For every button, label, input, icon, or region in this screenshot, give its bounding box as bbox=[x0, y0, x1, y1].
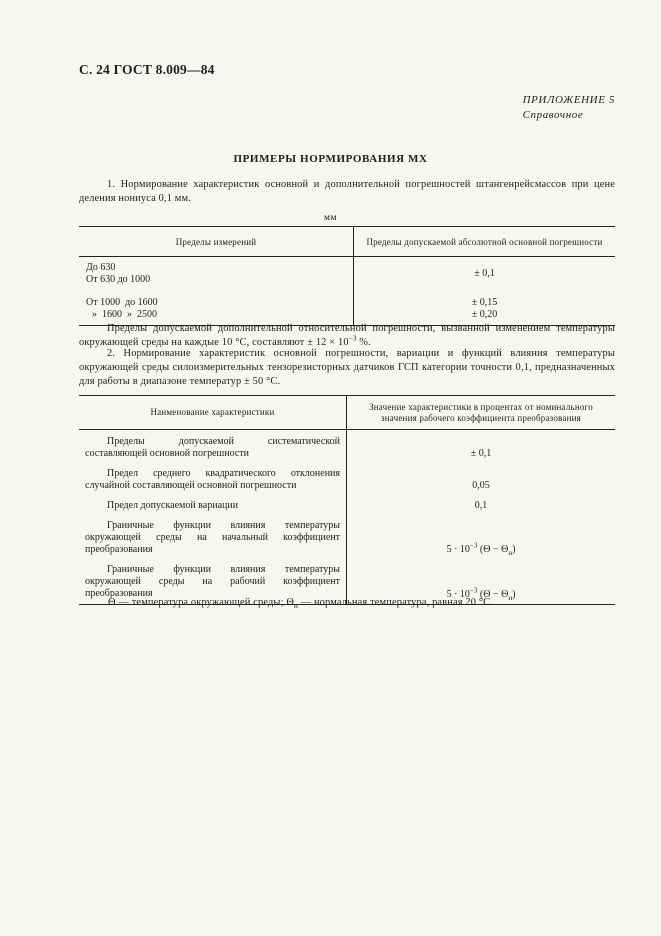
table2-name-cell: Предел допускаемой вариации bbox=[107, 500, 239, 511]
paragraph-1: 1. Нормирование характеристик основной и дополнительной погрешностей штангенрейсмассов при цене деления нониуса 0,1 мм. bbox=[79, 179, 615, 204]
footnote-text-2: — нормальная температура, равная 20 °С. bbox=[297, 597, 493, 608]
table-1 bbox=[79, 226, 615, 326]
appendix-label bbox=[523, 93, 615, 123]
footnote-theta: Θ bbox=[108, 597, 116, 608]
value-base: 5 · 10 bbox=[446, 544, 470, 555]
table1-header-row bbox=[79, 227, 615, 257]
value-exponent: −3 bbox=[469, 541, 478, 550]
footnote-subscript: н bbox=[294, 602, 298, 611]
range-line: » 1600 » 2500 bbox=[92, 309, 157, 320]
paragraph-3: 2. Нормирование характеристик основной погрешности, вариации и функций влияния температуры окружающей среды силоизмерительных тензорезисторных датчиков ГСП категории точности 0,1, предназначенных для работы в диапазоне температур ± 50 °С. bbox=[79, 348, 615, 387]
range-line: До 630 bbox=[86, 261, 116, 273]
value-line: ± 0,15 bbox=[471, 296, 498, 308]
table2-header-row bbox=[79, 396, 615, 430]
value-line: ± 0,20 bbox=[471, 309, 498, 320]
table-row bbox=[79, 515, 615, 559]
table2-name-cell: Граничные функции влияния температуры окружающей среды на начальный коэффициент преобразования bbox=[85, 520, 340, 555]
paragraph-2-exponent: −3 bbox=[348, 334, 357, 343]
footnote bbox=[108, 597, 493, 611]
appendix-number: ПРИЛОЖЕНИЕ 5 bbox=[522, 94, 615, 106]
table2-col2-header: Значение характеристики в процентах от номинального значения рабочего коэффициента преобразования bbox=[347, 396, 616, 430]
value-line: ± 0,1 bbox=[474, 267, 495, 279]
section-title: ПРИМЕРЫ НОРМИРОВАНИЯ МХ bbox=[233, 153, 428, 165]
table-row bbox=[79, 463, 615, 495]
value-close: ) bbox=[512, 589, 516, 600]
value-subscript: н bbox=[508, 549, 513, 557]
table2-value-cell bbox=[347, 515, 616, 559]
table-row bbox=[79, 257, 615, 292]
value-close: ) bbox=[512, 544, 516, 555]
range-line: От 630 до 1000 bbox=[86, 274, 151, 285]
paragraph-2 bbox=[79, 322, 615, 350]
table1-values-cell bbox=[354, 257, 616, 292]
page-header: С. 24 ГОСТ 8.009—84 bbox=[79, 62, 215, 77]
table2-name-cell: Граничные функции влияния температуры окружающей среды на рабочий коэффициент преобразования bbox=[85, 564, 340, 599]
paragraph-2-end: %. bbox=[356, 337, 371, 348]
appendix-kind: Справочное bbox=[522, 109, 584, 121]
table2-value-cell: 0,05 bbox=[347, 463, 616, 495]
table-row bbox=[79, 495, 615, 515]
table1-unit: мм bbox=[323, 213, 338, 223]
table2-value-cell: ± 0,1 bbox=[347, 430, 616, 464]
table2-name-cell: Предел среднего квадратического отклонения случайной составляющей основной погрешности bbox=[85, 468, 340, 491]
table1-col1-header: Пределы измерений bbox=[175, 236, 257, 247]
range-line: От 1000 до 1600 bbox=[86, 296, 158, 308]
table2-name-cell: Пределы допускаемой систематической составляющей основной погрешности bbox=[85, 436, 340, 459]
value-exponent: −3 bbox=[469, 586, 478, 595]
table1-ranges-cell bbox=[79, 291, 354, 326]
value-rest: (Θ − Θ bbox=[477, 589, 509, 600]
table1-values-cell bbox=[354, 291, 616, 326]
table-row bbox=[79, 291, 615, 326]
footnote-text-1: — температура окружающей среды; Θ bbox=[115, 597, 295, 608]
table1-ranges-cell bbox=[79, 257, 354, 292]
table1-col2-header: Пределы допускаемой абсолютной основной погрешности bbox=[354, 227, 616, 257]
table-row bbox=[79, 430, 615, 464]
value-subscript: н bbox=[508, 594, 513, 602]
table2-value-cell: 0,1 bbox=[347, 495, 616, 515]
paragraph-2-text: Пределы допускаемой дополнительной относительной погрешности, вызванной изменением температуры окружающей среды на каждые 10 °С, составляют ± 12 × 10 bbox=[79, 323, 615, 348]
value-rest: (Θ − Θ bbox=[477, 544, 509, 555]
value-base: 5 · 10 bbox=[446, 589, 470, 600]
table2-col1-header: Наименование характеристики bbox=[150, 407, 275, 417]
table-2 bbox=[79, 395, 615, 605]
